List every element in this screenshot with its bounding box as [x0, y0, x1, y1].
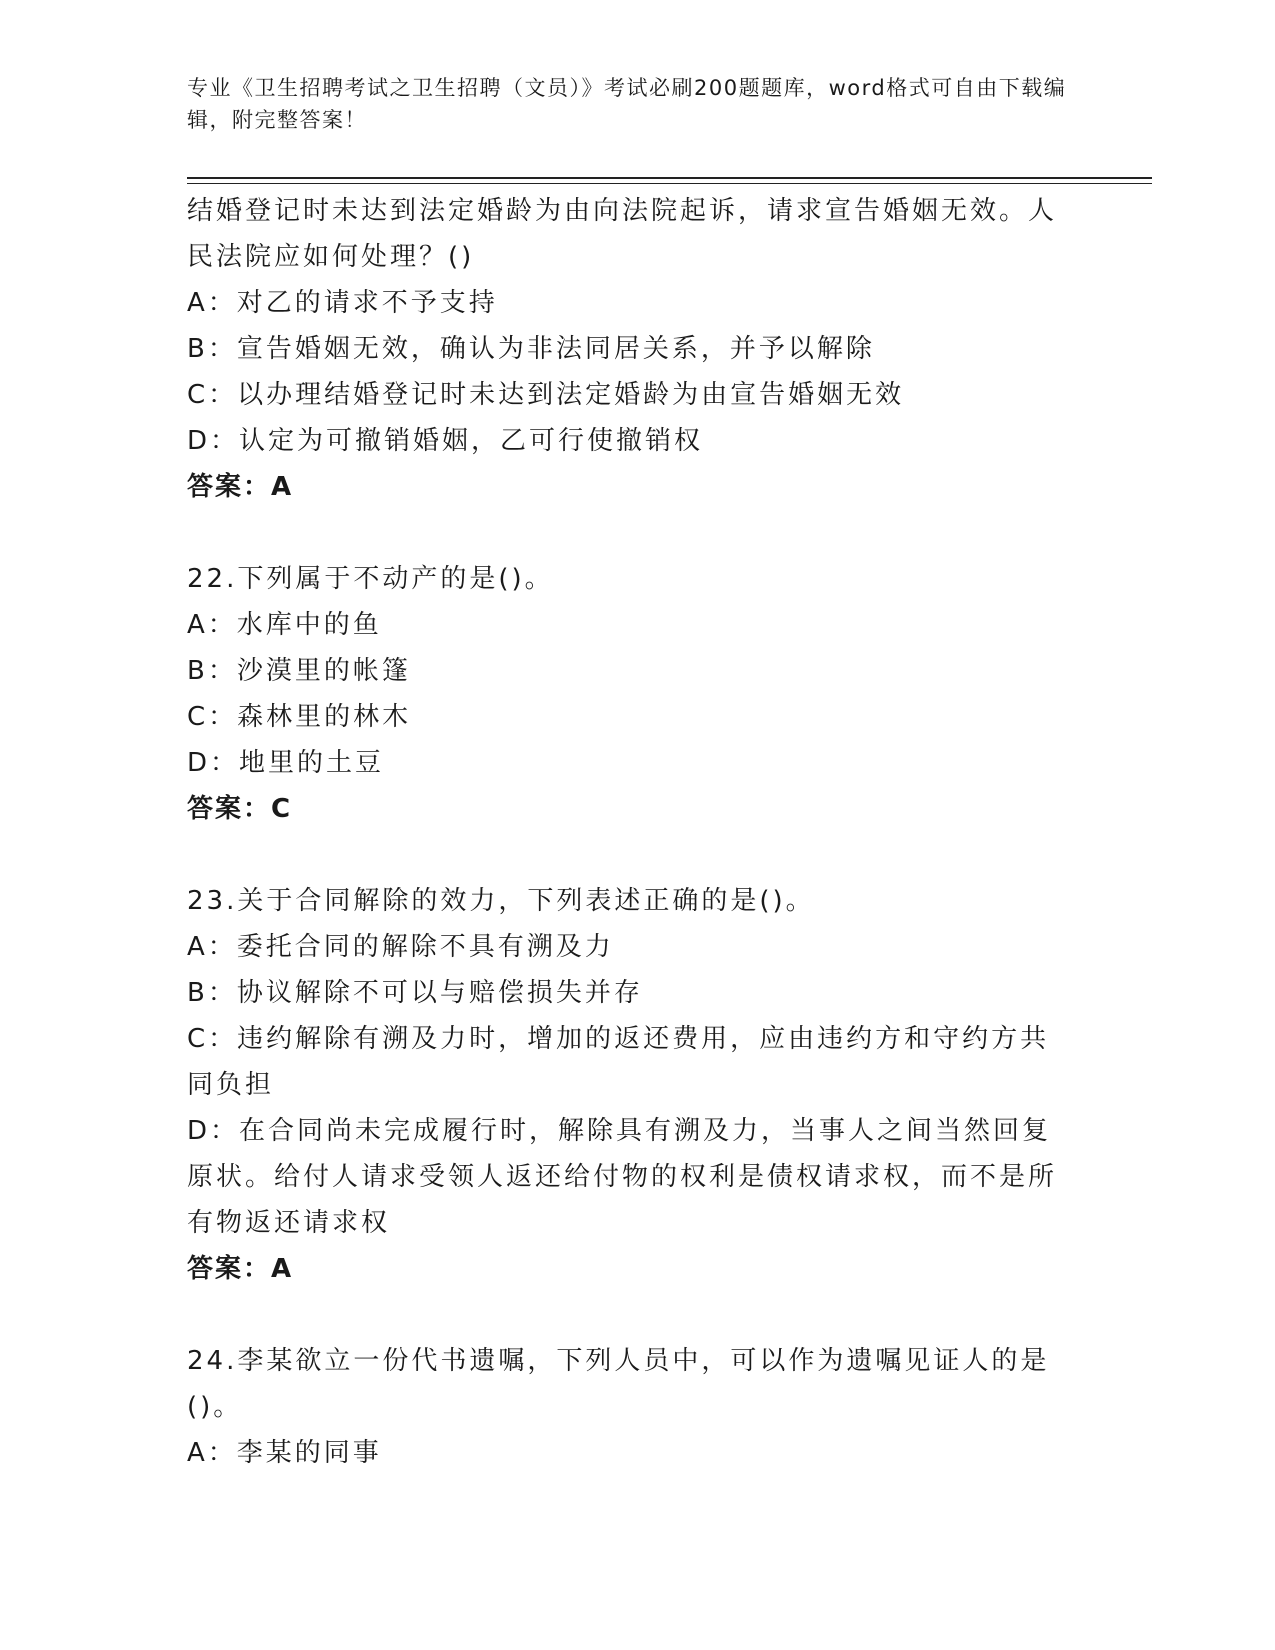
option-a: A：对乙的请求不予支持 [187, 288, 498, 318]
option-b: B：沙漠里的帐篷 [187, 656, 411, 686]
question-21 [187, 188, 1077, 510]
option-b: B：协议解除不可以与赔偿损失并存 [187, 978, 643, 1008]
question-list [187, 188, 1077, 1476]
option-a: A：委托合同的解除不具有溯及力 [187, 932, 614, 962]
question-23 [187, 878, 1077, 1292]
answer-label: 答案：A [187, 1254, 294, 1284]
spacer [187, 510, 1077, 556]
header-rule-thick [187, 177, 1152, 179]
spacer [187, 1292, 1077, 1338]
question-stem: 22.下列属于不动产的是()。 [187, 564, 554, 594]
question-stem: 24.李某欲立一份代书遗嘱，下列人员中，可以作为遗嘱见证人的是()。 [187, 1346, 1050, 1422]
option-c: C：森林里的林木 [187, 702, 412, 732]
option-c: C：以办理结婚登记时未达到法定婚龄为由宣告婚姻无效 [187, 380, 905, 410]
option-c: C：违约解除有溯及力时，增加的返还费用，应由违约方和守约方共同负担 [187, 1024, 1050, 1100]
question-22 [187, 556, 1077, 832]
option-d: D：认定为可撤销婚姻，乙可行使撤销权 [187, 426, 704, 456]
option-a: A：水库中的鱼 [187, 610, 382, 640]
answer-label: 答案：A [187, 472, 294, 502]
document-header: 专业《卫生招聘考试之卫生招聘（文员）》考试必刷200题题库，word格式可自由下载编辑，附完整答案！ [187, 76, 1067, 132]
question-stem: 23.关于合同解除的效力，下列表述正确的是()。 [187, 886, 815, 916]
answer-label: 答案：C [187, 794, 293, 824]
option-a: A：李某的同事 [187, 1438, 382, 1468]
question-stem: 结婚登记时未达到法定婚龄为由向法院起诉，请求宣告婚姻无效。人民法院应如何处理？() [187, 196, 1058, 272]
header-rule-thin [187, 183, 1152, 184]
option-b: B：宣告婚姻无效，确认为非法同居关系，并予以解除 [187, 334, 875, 364]
question-24 [187, 1338, 1077, 1476]
option-d: D：地里的土豆 [187, 748, 385, 778]
spacer [187, 832, 1077, 878]
option-d: D：在合同尚未完成履行时，解除具有溯及力，当事人之间当然回复原状。给付人请求受领人返还给付物的权利是债权请求权，而不是所有物返还请求权 [187, 1116, 1058, 1238]
